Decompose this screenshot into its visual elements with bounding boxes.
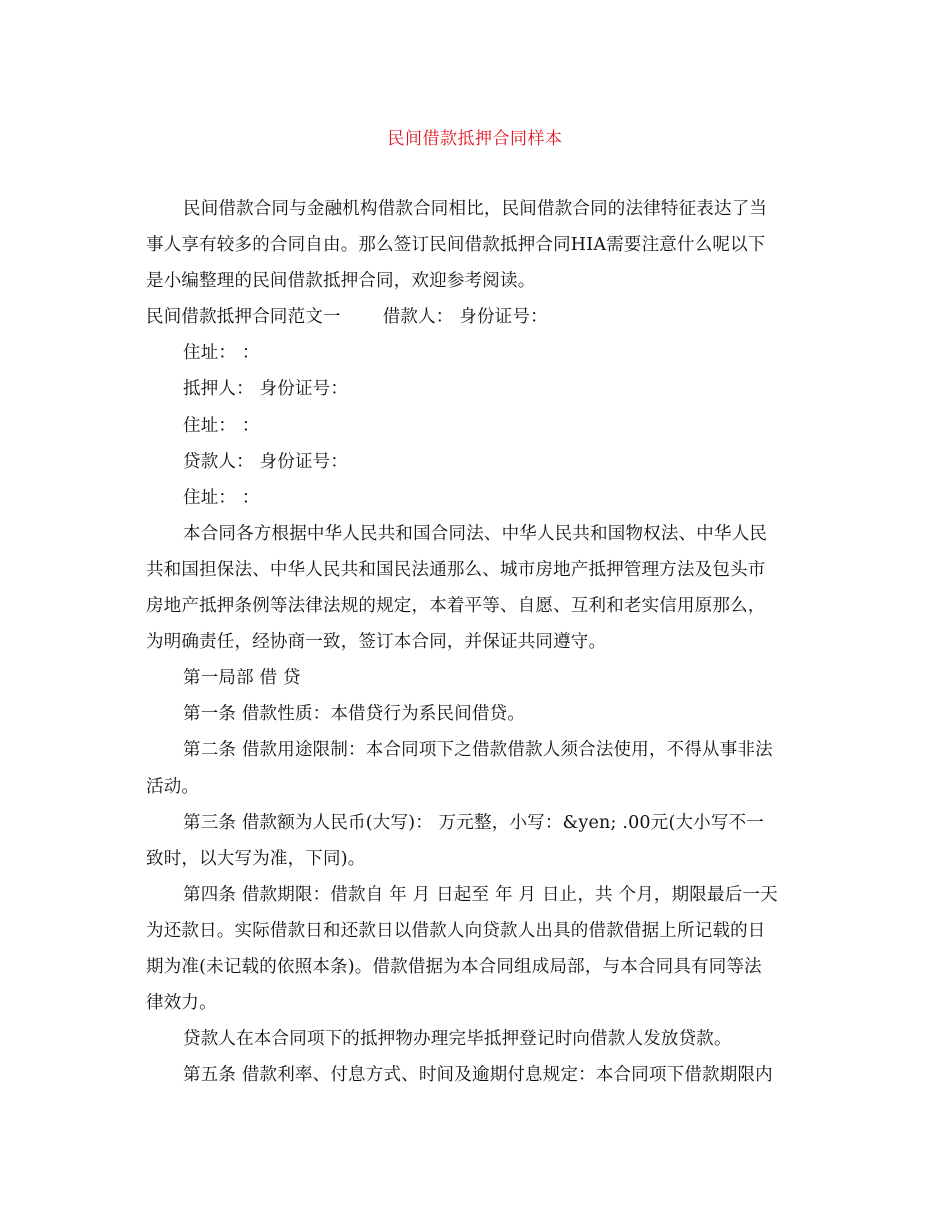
- paragraph-line: 民间借款合同与金融机构借款合同相比，民间借款合同的法律特征表达了当: [183, 199, 768, 219]
- paragraph-line: 共和国担保法、中华人民共和国民法通那么、城市房地产抵押管理方法及包头市: [146, 559, 766, 580]
- paragraph-line: 为还款日。实际借款日和还款日以借款人向贷款人出具的借款借据上所记载的日: [146, 920, 766, 941]
- document-title: 民间借款抵押合同样本: [387, 129, 563, 149]
- paragraph-line: 贷款人在本合同项下的抵押物办理完毕抵押登记时向借款人发放贷款。: [183, 1029, 732, 1050]
- paragraph-line: 第四条 借款期限：借款自 年 月 日起至 年 月 日止，共 个月，期限最后一天: [183, 884, 778, 905]
- paragraph-line: [146, 299, 806, 335]
- paragraph-line: 抵押人： 身份证号：: [183, 379, 349, 400]
- sample-heading: 民间借款抵押合同范文一: [146, 307, 341, 328]
- paragraph-line: 是小编整理的民间借款抵押合同，欢迎参考阅读。: [146, 271, 536, 292]
- paragraph-line: 第二条 借款用途限制：本合同项下之借款借款人须合法使用，不得从事非法: [183, 740, 773, 761]
- paragraph-line: 活动。: [146, 776, 200, 797]
- paragraph-line: 律效力。: [146, 993, 217, 1014]
- paragraph-line: 贷款人： 身份证号：: [183, 451, 349, 472]
- paragraph-line: 住址： ：: [183, 343, 260, 364]
- section-heading: 第一局部 借 贷: [183, 668, 301, 689]
- paragraph-line: 致时，以大写为准，下同)。: [146, 848, 366, 869]
- paragraph-line: 事人享有较多的合同自由。那么签订民间借款抵押合同HIA需要注意什么呢以下: [146, 235, 766, 256]
- paragraph-line: 住址： ：: [183, 487, 260, 508]
- paragraph-line: 为明确责任，经协商一致，签订本合同，并保证共同遵守。: [146, 632, 607, 653]
- borrower-field: 借款人： 身份证号：: [382, 307, 548, 328]
- paragraph-line: 房地产抵押条例等法律法规的规定，本着平等、自愿、互利和老实信用原那么，: [146, 596, 766, 617]
- paragraph-line: 期为准(未记载的依照本条)。借款借据为本合同组成局部，与本合同具有同等法: [146, 956, 762, 977]
- paragraph-line: 第三条 借款额为人民币(大写)： 万元整，小写：&yen; .00元(大小写不一: [183, 812, 764, 833]
- document-body: [146, 191, 806, 1093]
- paragraph-line: 本合同各方根据中华人民共和国合同法、中华人民共和国物权法、中华人民: [183, 523, 768, 544]
- paragraph-line: 住址： ：: [183, 415, 260, 436]
- paragraph-line: 第一条 借款性质：本借贷行为系民间借贷。: [183, 704, 526, 725]
- paragraph-line: 第五条 借款利率、付息方式、时间及逾期付息规定：本合同项下借款期限内: [183, 1065, 773, 1086]
